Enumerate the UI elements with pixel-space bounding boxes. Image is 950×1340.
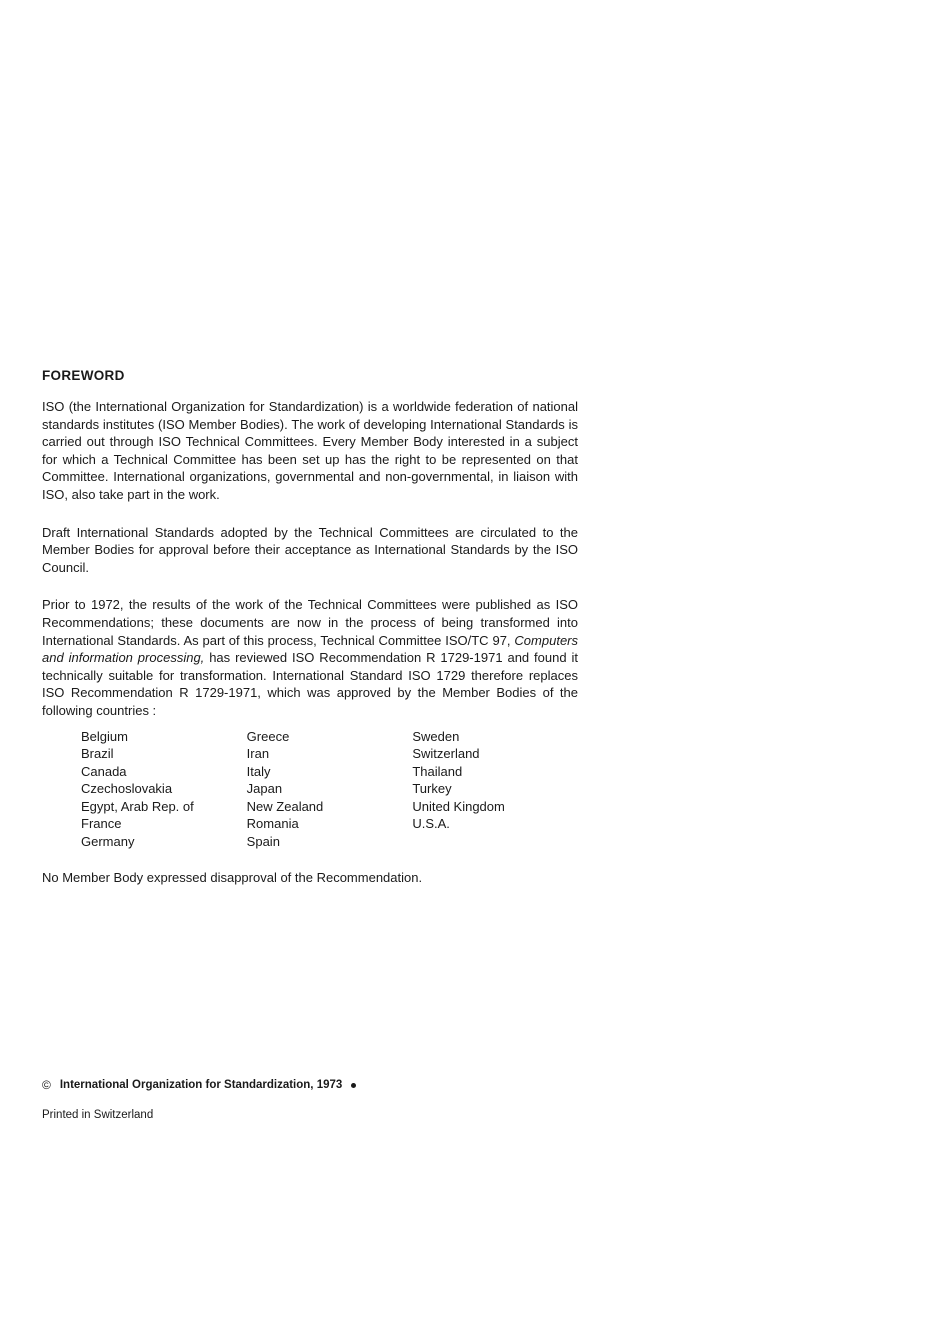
countries-column-3: [412, 728, 578, 851]
country-item: U.S.A.: [412, 816, 450, 832]
country-item: Switzerland: [412, 746, 480, 762]
country-item: Germany: [81, 834, 135, 850]
paragraph-3-text-end: has reviewed ISO Recommendation R 1729-1971 and found it technically suitable for transformation. International Standard ISO 1729 therefore replaces ISO Recommendation R 1729-1971, which was approved by the Member Bodies of the following countries :: [42, 650, 578, 718]
paragraph-3-text-start: Prior to 1972, the results of the work of the Technical Committees were published as ISO Recommendations; these documents are now in the process of being transformed into International Standards. As part of this process, Technical Committee ISO/TC 97,: [42, 597, 578, 648]
countries-column-2: [247, 728, 413, 851]
copyright-icon: ©: [42, 1078, 51, 1092]
copyright-text: International Organization for Standardization, 1973: [59, 1079, 343, 1091]
country-item: Spain: [246, 834, 280, 850]
country-item: Italy: [246, 763, 271, 779]
country-item: New Zealand: [246, 798, 324, 814]
country-item: United Kingdom: [412, 798, 505, 814]
country-item: Brazil: [81, 746, 114, 762]
country-item: Czechoslovakia: [81, 781, 173, 797]
country-item: Canada: [81, 763, 127, 779]
country-item: Belgium: [81, 728, 128, 744]
foreword-closing-statement: No Member Body expressed disapproval of the Recommendation.: [42, 869, 423, 885]
committee-title-italic: Computers and information processing,: [42, 632, 578, 666]
foreword-paragraph-2: Draft International Standards adopted by the Technical Committees are circulated to the Member Bodies for approval before their acceptance as International Standards by the ISO Council.: [42, 524, 578, 575]
country-item: Romania: [246, 816, 299, 832]
approving-countries-list: [81, 728, 578, 851]
countries-column-1: [81, 728, 247, 851]
copyright-line: [42, 1077, 356, 1093]
printed-in-note: Printed in Switzerland: [42, 1109, 154, 1121]
foreword-paragraph-3: [42, 596, 578, 719]
country-item: Japan: [246, 781, 283, 797]
country-item: Egypt, Arab Rep. of: [81, 798, 194, 814]
country-item: France: [81, 816, 122, 832]
country-item: Thailand: [412, 763, 463, 779]
country-item: Sweden: [412, 728, 460, 744]
country-item: Greece: [246, 728, 290, 744]
foreword-heading: FOREWORD: [42, 368, 125, 383]
bullet-dot-icon: [351, 1083, 356, 1088]
country-item: Iran: [246, 746, 270, 762]
foreword-section: [42, 366, 578, 886]
country-item: Turkey: [412, 781, 452, 797]
foreword-paragraph-1: ISO (the International Organization for Standardization) is a worldwide federation of national standards institutes (ISO Member Bodies). The work of developing International Standards is carried out through ISO Technical Committees. Every Member Body interested in a subject for which a Technical Committee has been set up has the right to be represented on that Committee. International organizations, governmental and non-governmental, in liaison with ISO, also take part in the work.: [42, 399, 578, 502]
